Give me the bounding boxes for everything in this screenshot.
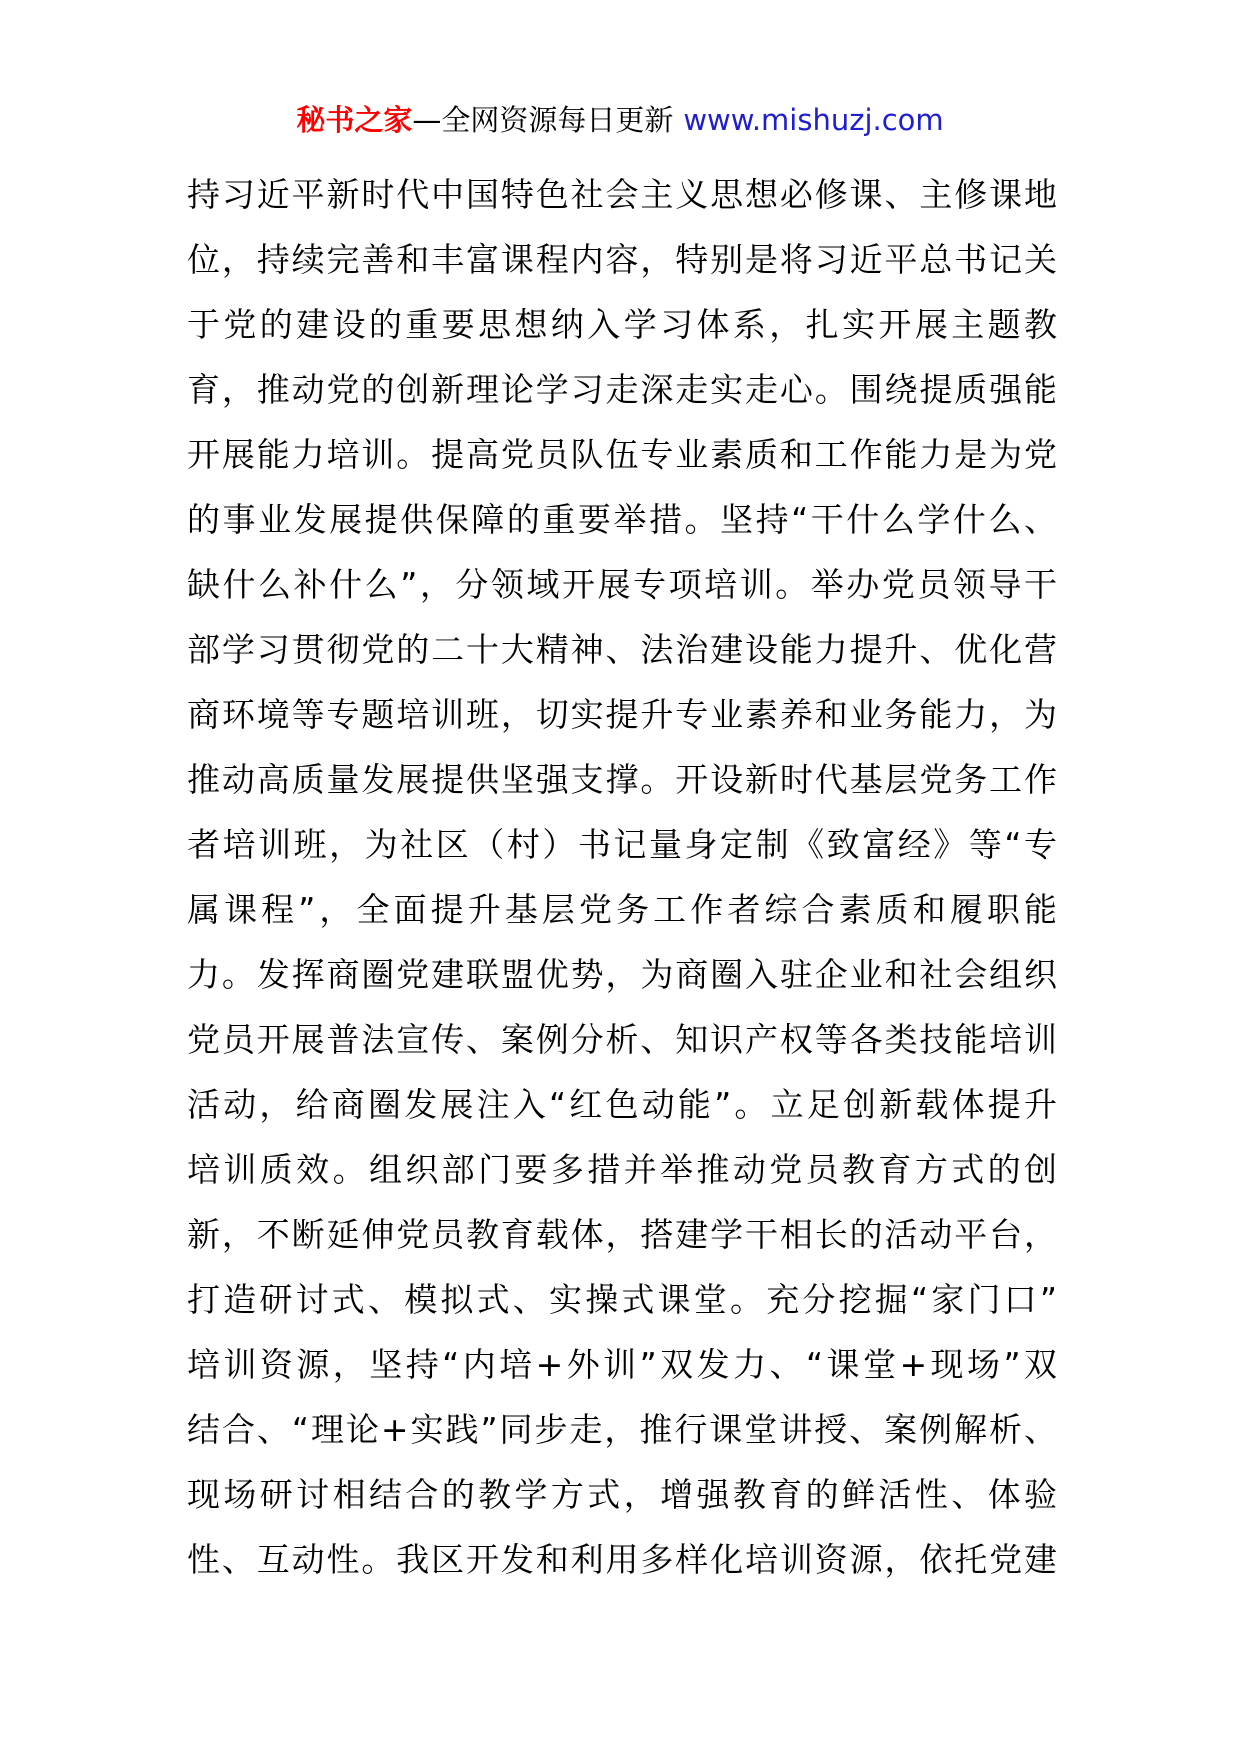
page-header: [0, 100, 1240, 140]
text-line: 结合、“理论+实践”同步走，推行课堂讲授、案例解析、: [187, 1410, 1057, 1449]
text-line: 新，不断延伸党员教育载体，搭建学干相长的活动平台，: [187, 1215, 1057, 1254]
text-line: 力。发挥商圈党建联盟优势，为商圈入驻企业和社会组织: [187, 955, 1057, 994]
site-brand: 秘书之家: [296, 103, 413, 137]
text-line: 部学习贯彻党的二十大精神、法治建设能力提升、优化营: [187, 630, 1057, 669]
text-line: 属课程”，全面提升基层党务工作者综合素质和履职能: [187, 890, 1057, 929]
site-url[interactable]: www.mishuzj.com: [683, 103, 944, 137]
text-line: 活动，给商圈发展注入“红色动能”。立足创新载体提升: [187, 1085, 1057, 1124]
text-line: 培训质效。组织部门要多措并举推动党员教育方式的创: [187, 1150, 1057, 1189]
text-line: 培训资源，坚持“内培+外训”双发力、“课堂+现场”双: [187, 1345, 1057, 1384]
text-line: 党员开展普法宣传、案例分析、知识产权等各类技能培训: [187, 1020, 1057, 1059]
document-body: [187, 162, 1057, 1592]
text-line: 缺什么补什么”，分领域开展专项培训。举办党员领导干: [187, 565, 1057, 604]
text-line: 打造研讨式、模拟式、实操式课堂。充分挖掘“家门口”: [187, 1280, 1057, 1319]
text-line: 现场研讨相结合的教学方式，增强教育的鲜活性、体验: [187, 1475, 1057, 1514]
text-line: 持习近平新时代中国特色社会主义思想必修课、主修课地: [187, 175, 1057, 214]
text-line: 商环境等专题培训班，切实提升专业素养和业务能力，为: [187, 695, 1057, 734]
text-line: 位，持续完善和丰富课程内容，特别是将习近平总书记关: [187, 240, 1057, 279]
text-line: 于党的建设的重要思想纳入学习体系，扎实开展主题教: [187, 305, 1057, 344]
site-slogan: —全网资源每日更新: [412, 103, 674, 137]
text-line: 性、互动性。我区开发和利用多样化培训资源，依托党建: [187, 1540, 1057, 1579]
text-line: 者培训班，为社区（村）书记量身定制《致富经》等“专: [187, 825, 1057, 864]
text-line: 开展能力培训。提高党员队伍专业素质和工作能力是为党: [187, 435, 1057, 474]
text-line: 推动高质量发展提供坚强支撑。开设新时代基层党务工作: [187, 760, 1057, 799]
text-line: 育，推动党的创新理论学习走深走实走心。围绕提质强能: [187, 370, 1057, 409]
text-line: 的事业发展提供保障的重要举措。坚持“干什么学什么、: [187, 500, 1057, 539]
